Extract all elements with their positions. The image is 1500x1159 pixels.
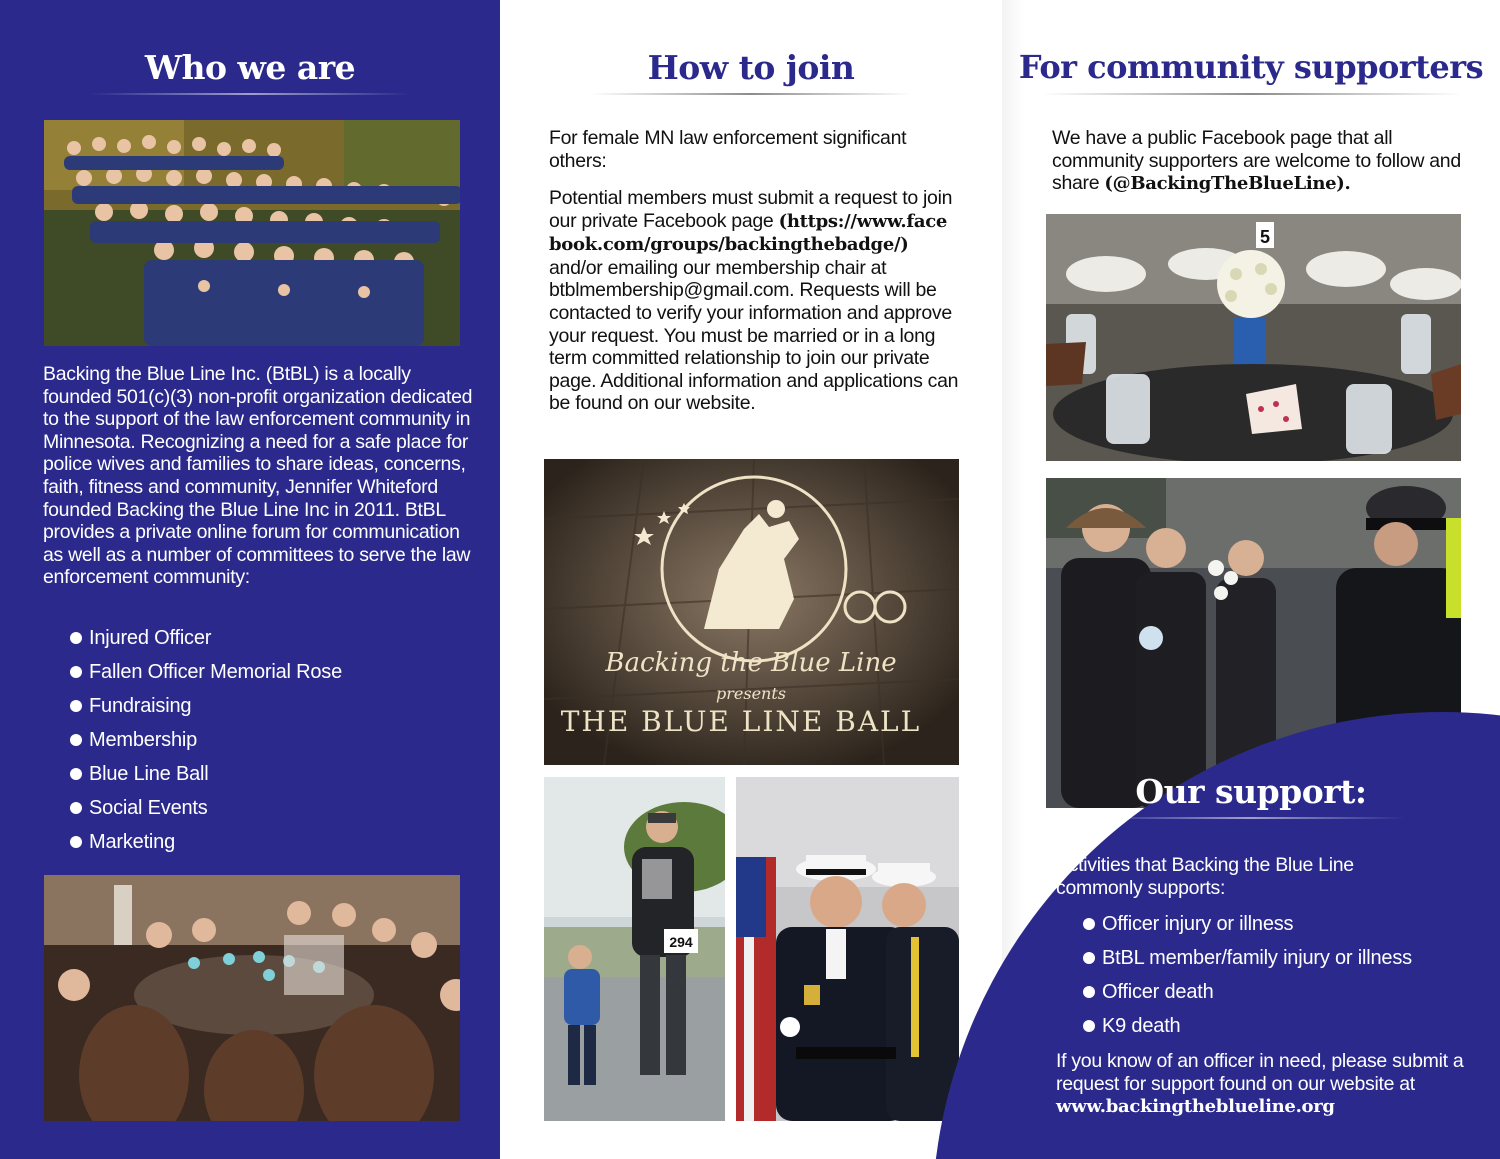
ball-logo-event-title: THE BLUE LINE BALL <box>560 705 922 738</box>
join-instructions <box>549 187 959 415</box>
support-request-description: If you know of an officer in need, please submit a request for support found on our website at <box>1056 1050 1464 1095</box>
celebration-toast-photo <box>44 875 460 1121</box>
ball-logo-presents: presents <box>716 684 786 703</box>
bullet-icon <box>1083 1020 1095 1032</box>
list-item: Fundraising <box>70 689 342 723</box>
how-to-join-panel <box>500 0 1002 1159</box>
facebook-group-link[interactable]: (https://www.facebook.com/groups/backingthebadge/) <box>549 210 948 256</box>
join-eligibility-text: For female MN law enforcement significant others: <box>549 127 907 172</box>
bullet-icon <box>1083 952 1095 964</box>
who-we-are-panel <box>0 0 500 1159</box>
list-item: Membership <box>70 723 342 757</box>
honor-guard-photo <box>736 777 959 1121</box>
heading-divider <box>90 93 410 95</box>
race-bib-number: 294 <box>669 934 693 950</box>
list-item: Injured Officer <box>70 621 342 655</box>
our-support-intro: Activities that Backing the Blue Line commonly supports: <box>1056 854 1354 899</box>
committee-list <box>70 621 342 859</box>
about-paragraph: Backing the Blue Line Inc. (BtBL) is a locally founded 501(c)(3) non-profit organization dedicated to the support of the law enforcement community in Minnesota. Recognizing a need for a safe place for police wives and families to share ideas, concerns, faith, fitness and community, Jennifer Whiteford founded Backing the Blue Line Inc in 2011. BtBL provides a private online forum for communication as well as a number of committees to serve the law enforcement community: <box>43 363 473 589</box>
blue-line-ball-logo-photo <box>544 459 959 765</box>
support-request-text <box>1056 1050 1466 1119</box>
list-item: Fallen Officer Memorial Rose <box>70 655 342 689</box>
website-link[interactable]: www.backingtheblueline.org <box>1056 1096 1335 1118</box>
list-item: K9 death <box>1083 1009 1412 1043</box>
list-item: BtBL member/family injury or illness <box>1083 941 1412 975</box>
table-number: 5 <box>1259 227 1271 247</box>
bullet-icon <box>70 768 82 780</box>
bullet-icon <box>70 734 82 746</box>
facebook-handle-link[interactable]: (@BackingTheBlueLine). <box>1104 173 1351 195</box>
list-item: Officer injury or illness <box>1083 907 1412 941</box>
community-facebook-text <box>1052 127 1467 196</box>
list-item: Officer death <box>1083 975 1412 1009</box>
community-facebook-description: We have a public Facebook page that all community supporters are welcome to follow and share <box>1052 127 1461 195</box>
bullet-icon <box>70 700 82 712</box>
join-instructions-continued: and/or emailing our membership chair at btblmembership@gmail.com. Requests will be contacted to verify your information and approve your request. You must be married or in a long term committed relationship to join our private page. Additional information and applications can be found on our website. <box>549 256 959 415</box>
bullet-icon <box>70 836 82 848</box>
bullet-icon <box>70 666 82 678</box>
list-item: Social Events <box>70 791 342 825</box>
list-item: Marketing <box>70 825 342 859</box>
community-supporters-heading: For community supporters <box>1018 48 1484 86</box>
how-to-join-heading: How to join <box>647 48 855 87</box>
ball-logo-script: Backing the Blue Line <box>605 648 897 678</box>
heading-divider <box>590 93 912 95</box>
heading-divider <box>1095 817 1405 819</box>
fun-run-photo <box>544 777 725 1121</box>
group-photo-members <box>44 120 460 346</box>
our-support-heading: Our support: <box>1135 772 1367 811</box>
who-we-are-heading: Who we are <box>144 48 356 87</box>
bullet-icon <box>70 632 82 644</box>
banquet-table-photo <box>1046 214 1461 461</box>
join-instructions-text: Potential members must submit a request to join our private Facebook page <box>549 187 953 232</box>
bullet-icon <box>1083 986 1095 998</box>
bullet-icon <box>70 802 82 814</box>
list-item: Blue Line Ball <box>70 757 342 791</box>
bullet-icon <box>1083 918 1095 930</box>
support-activities-list <box>1083 907 1412 1043</box>
heading-divider <box>1042 93 1462 95</box>
